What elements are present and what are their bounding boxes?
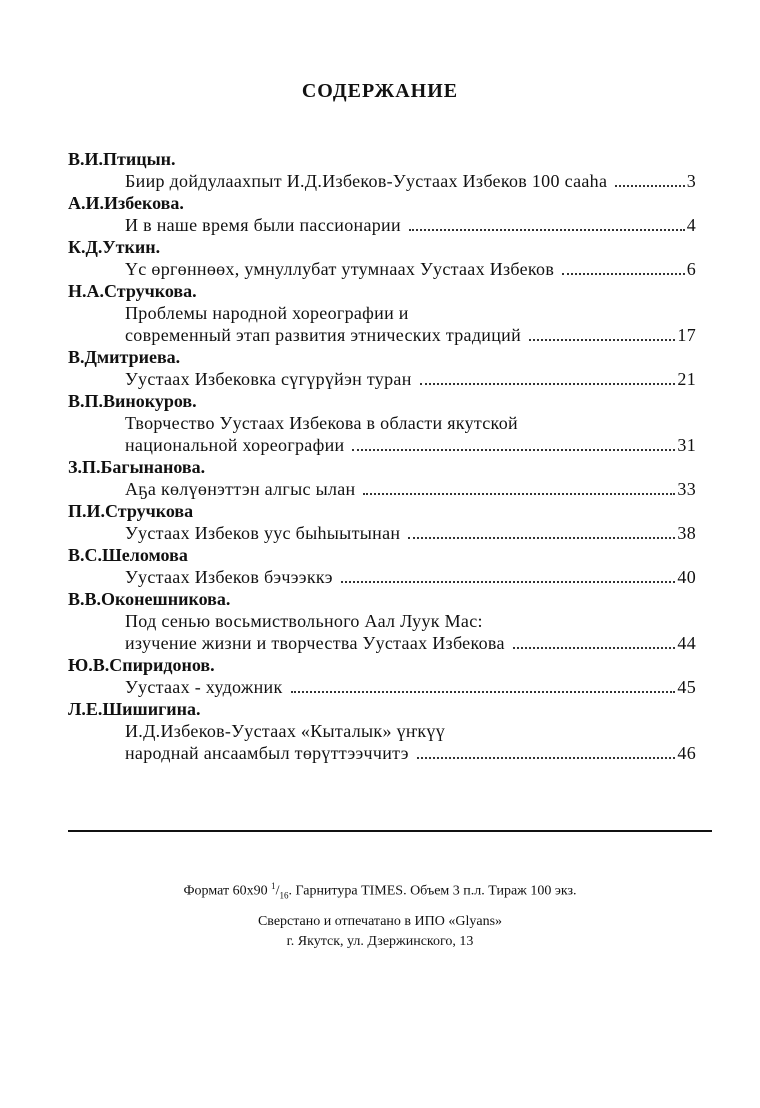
imprint-printed-at: Сверстано и отпечатано в ИПО «Glyans» [257, 914, 503, 929]
toc-title: Уустаах - художник [125, 677, 283, 697]
toc-page-number: 40 [677, 567, 696, 587]
format-sub: 16 [279, 890, 289, 901]
toc-title-row [68, 478, 696, 500]
toc-author: В.П.Винокуров. [68, 391, 197, 411]
dot-leader [562, 273, 685, 275]
toc-author: А.И.Избекова. [68, 193, 184, 213]
table-of-contents [68, 148, 696, 764]
toc-author: В.И.Птицын. [68, 149, 176, 169]
toc-entry [68, 654, 696, 698]
toc-title: Үс өргөннөөх, умнуллубат утумнаах Уустаах Избеков [125, 259, 555, 279]
toc-entry [68, 456, 696, 500]
format-prefix: Формат 60x90 [183, 883, 268, 899]
toc-title-line: Под сенью восьмиствольного Аал Луук Мас: [125, 611, 483, 631]
toc-title: национальной хореографии [125, 435, 345, 455]
toc-page-number: 6 [686, 259, 696, 279]
format-sup: 1 [271, 881, 276, 891]
dot-leader [291, 691, 676, 693]
toc-title-line: Творчество Уустаах Избекова в области якутской [125, 413, 518, 433]
toc-author: Н.А.Стручкова. [68, 281, 197, 301]
toc-page-number: 31 [677, 435, 696, 455]
imprint-format [0, 877, 760, 905]
toc-entry [68, 192, 696, 236]
toc-author: К.Д.Уткин. [68, 237, 161, 257]
toc-title: Аҕа көлүөнэттэн алгыс ылан [125, 479, 356, 499]
toc-title: Уустаах Избеков уус быһыытынан [125, 523, 401, 543]
toc-author: П.И.Стручкова [68, 501, 194, 521]
toc-entry [68, 500, 696, 544]
toc-title-row [68, 742, 696, 764]
toc-author: Ю.В.Спиридонов. [68, 655, 215, 675]
toc-page-number: 17 [677, 325, 696, 345]
dot-leader [409, 229, 685, 231]
toc-page-number: 33 [677, 479, 696, 499]
toc-entry [68, 390, 696, 456]
toc-entry [68, 148, 696, 192]
toc-page-number: 4 [686, 215, 696, 235]
toc-page-number: 38 [677, 523, 696, 543]
toc-entry [68, 544, 696, 588]
toc-page-number: 45 [677, 677, 696, 697]
dot-leader [417, 757, 676, 759]
dot-leader [408, 537, 675, 539]
toc-title-row [68, 676, 696, 698]
toc-page-number: 3 [686, 171, 696, 191]
format-rest: . Гарнитура TIMES. Объем 3 п.л. Тираж 100 экз. [288, 883, 577, 899]
toc-entry [68, 280, 696, 346]
toc-title-line: И.Д.Избеков-Уустаах «Кыталык» үҥкүү [125, 721, 446, 741]
dot-leader [341, 581, 676, 583]
toc-title-line: Проблемы народной хореографии и [125, 303, 409, 323]
toc-title-row [68, 368, 696, 390]
toc-title: И в наше время были пассионарии [125, 215, 401, 235]
toc-author: Л.Е.Шишигина. [68, 699, 201, 719]
format-slash: / [275, 883, 280, 899]
dot-leader [513, 647, 676, 649]
dot-leader [529, 339, 675, 341]
toc-author: В.В.Оконешникова. [68, 589, 231, 609]
dot-leader [615, 185, 684, 187]
toc-page-number: 21 [677, 369, 696, 389]
toc-title-row [68, 324, 696, 346]
imprint-address: г. Якутск, ул. Дзержинского, 13 [286, 934, 474, 949]
toc-title: Биир дойдулаахпыт И.Д.Избеков-Уустаах Избеков 100 сааһа [125, 171, 608, 191]
dot-leader [420, 383, 676, 385]
toc-title-row [68, 258, 696, 280]
toc-entry [68, 346, 696, 390]
toc-entry [68, 236, 696, 280]
dot-leader [363, 493, 675, 495]
toc-title: народнай ансаамбыл төрүттээччитэ [125, 743, 409, 763]
toc-title: изучение жизни и творчества Уустаах Избекова [125, 633, 505, 653]
toc-author: З.П.Багынанова. [68, 457, 206, 477]
dot-leader [352, 449, 675, 451]
toc-title-row [68, 214, 696, 236]
toc-title-row [68, 170, 696, 192]
toc-title: Уустаах Избековка сүгүрүйэн туран [125, 369, 412, 389]
toc-title-row [68, 632, 696, 654]
toc-page-number: 44 [677, 633, 696, 653]
toc-title: современный этап развития этнических традиций [125, 325, 522, 345]
toc-author: В.С.Шеломова [68, 545, 188, 565]
toc-title: Уустаах Избеков бэчээккэ [125, 567, 333, 587]
toc-entry [68, 698, 696, 764]
toc-page-number: 46 [677, 743, 696, 763]
toc-title-row [68, 434, 696, 456]
toc-title-row [68, 522, 696, 544]
toc-entry [68, 588, 696, 654]
toc-title-row [68, 566, 696, 588]
toc-author: В.Дмитриева. [68, 347, 181, 367]
page-title: СОДЕРЖАНИЕ [301, 80, 459, 102]
horizontal-rule [68, 830, 712, 832]
